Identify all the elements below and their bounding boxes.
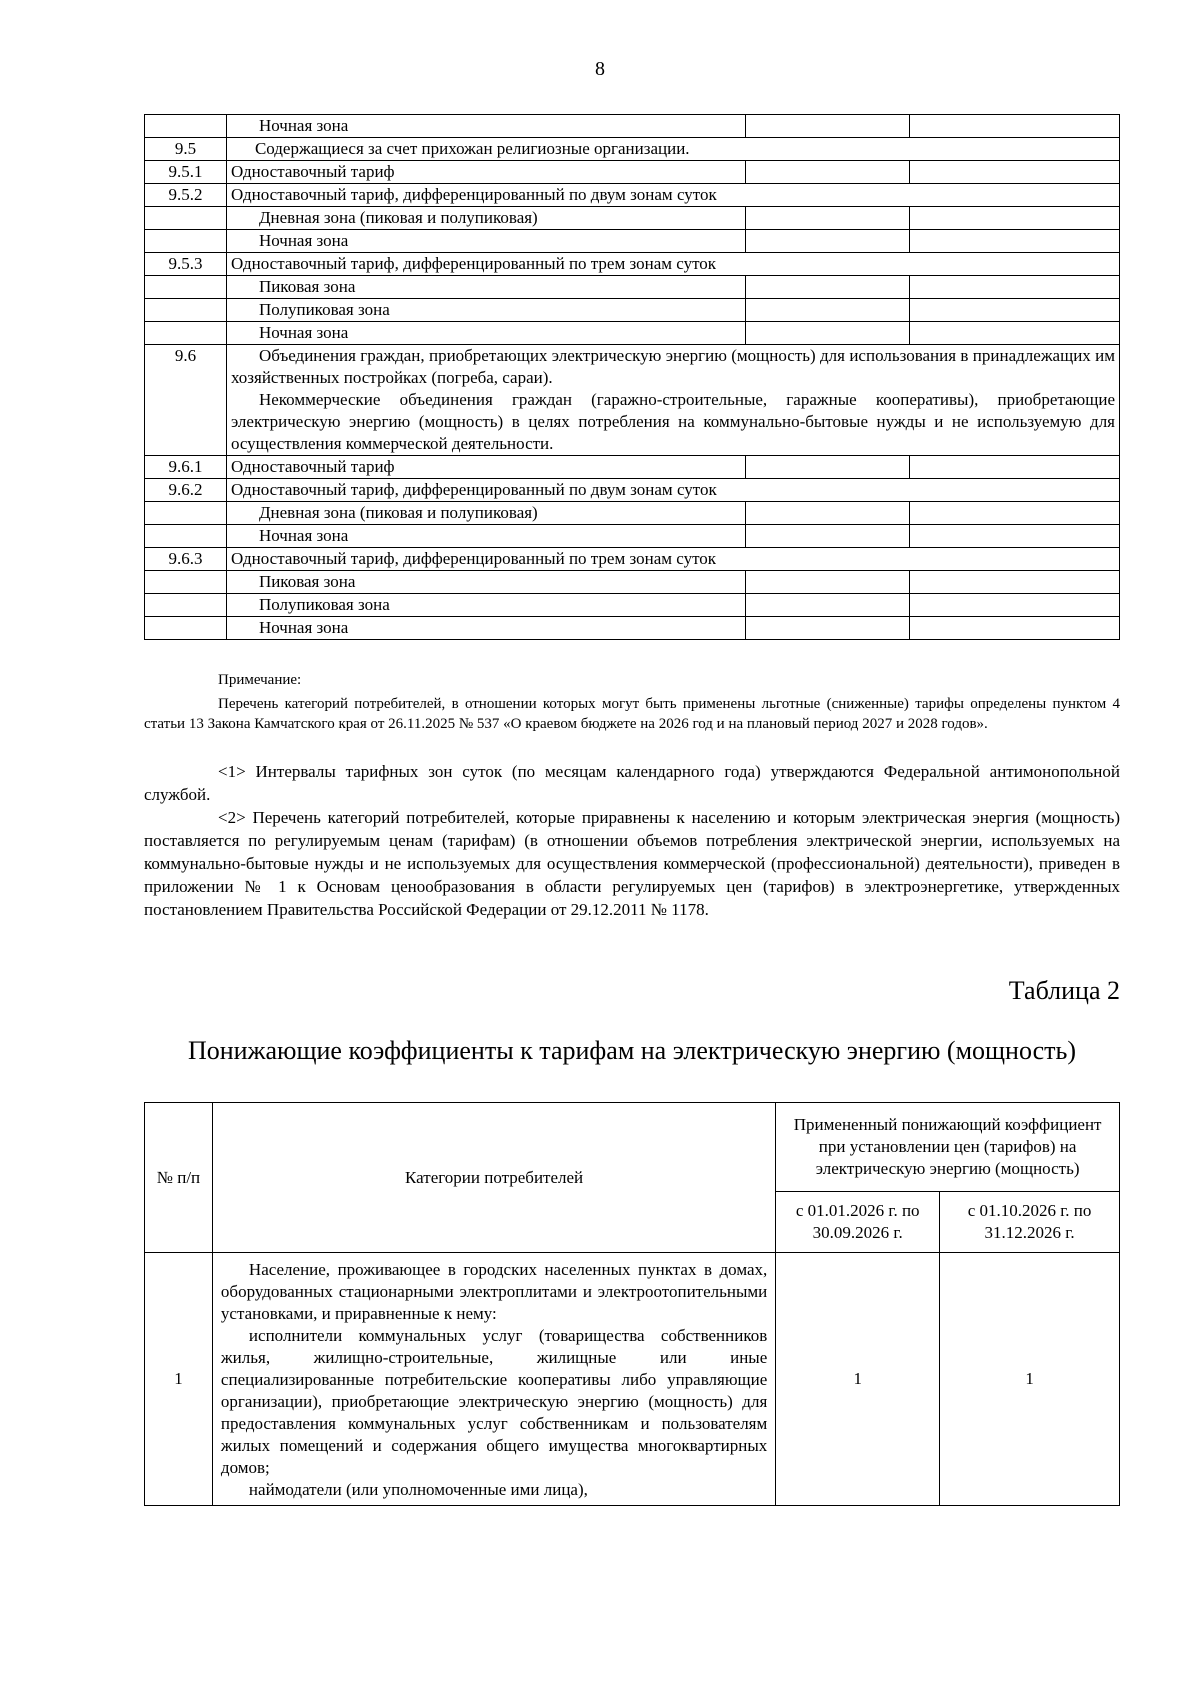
value-cell-1 bbox=[746, 456, 910, 479]
paragraph: Объединения граждан, приобретающих электрическую энергию (мощность) для использования в принадлежащих им хозяйственных постройках (погреба, сараи). bbox=[230, 346, 1115, 387]
paragraph: Население, проживающее в городских населенных пунктах в домах, оборудованных стационарными электроплитами и электроотопительными установками, и приравненные к нему: bbox=[220, 1260, 768, 1323]
tariff-table-continued bbox=[144, 114, 1120, 640]
row-number: 9.6 bbox=[145, 345, 227, 456]
table-row bbox=[145, 207, 1120, 230]
row-label: Полупиковая зона bbox=[226, 299, 746, 322]
value-cell-2 bbox=[910, 207, 1120, 230]
table-row bbox=[145, 594, 1120, 617]
row-label: Полупиковая зона bbox=[226, 594, 746, 617]
value-cell-1 bbox=[746, 207, 910, 230]
value-cell-2 bbox=[910, 525, 1120, 548]
row-label: Одноставочный тариф, дифференцированный по двум зонам суток bbox=[226, 184, 1119, 207]
value-cell-2 bbox=[910, 276, 1120, 299]
coefficient-table bbox=[144, 1102, 1120, 1506]
row-label: Пиковая зона bbox=[226, 571, 746, 594]
row-label: Дневная зона (пиковая и полупиковая) bbox=[226, 207, 746, 230]
row-label: Ночная зона bbox=[226, 230, 746, 253]
value-cell-2 bbox=[910, 230, 1120, 253]
table-header-row bbox=[145, 1103, 1120, 1192]
header-number: № п/п bbox=[145, 1103, 213, 1253]
row-number bbox=[145, 617, 227, 640]
value-cell-1 bbox=[746, 115, 910, 138]
table-row bbox=[145, 525, 1120, 548]
row-number bbox=[145, 571, 227, 594]
header-period-1: с 01.01.2026 г. по 30.09.2026 г. bbox=[776, 1192, 940, 1253]
row-description bbox=[226, 345, 1119, 456]
value-cell-1 bbox=[746, 230, 910, 253]
table-row bbox=[145, 456, 1120, 479]
table-row bbox=[145, 184, 1120, 207]
note-heading: Примечание: bbox=[218, 672, 302, 688]
table-row bbox=[145, 1253, 1120, 1506]
table-title: Понижающие коэффициенты к тарифам на электрическую энергию (мощность) bbox=[187, 1036, 1077, 1065]
table-row bbox=[145, 253, 1120, 276]
row-number bbox=[145, 299, 227, 322]
header-coefficient: Примененный понижающий коэффициент при установлении цен (тарифов) на электрическую энергию (мощность) bbox=[776, 1103, 1120, 1192]
row-number bbox=[145, 230, 227, 253]
value-cell-2 bbox=[910, 456, 1120, 479]
paragraph: Некоммерческие объединения граждан (гаражно-строительные, гаражные кооперативы), приобретающие электрическую энергию (мощность) в целях потребления на коммунально-бытовые нужды и не используемую для осуществления коммерческой деятельности. bbox=[230, 390, 1115, 453]
note-small bbox=[144, 694, 1120, 734]
table-row bbox=[145, 322, 1120, 345]
header-period-2: с 01.10.2026 г. по 31.12.2026 г. bbox=[940, 1192, 1120, 1253]
row-number: 9.6.1 bbox=[145, 456, 227, 479]
note-text: Перечень категорий потребителей, в отношении которых могут быть применены льготные (сниженные) тарифы определены пунктом 4 статьи 13 Закона Камчатского края от 26.11.2025 № 537 «О краевом бюджете на 2026 год и на плановый период 2027 и 2028 годов». bbox=[144, 696, 1120, 732]
table-row bbox=[145, 299, 1120, 322]
row-label: Дневная зона (пиковая и полупиковая) bbox=[226, 502, 746, 525]
row-label: Одноставочный тариф, дифференцированный по двум зонам суток bbox=[226, 479, 1119, 502]
value-cell-1 bbox=[746, 525, 910, 548]
table-row bbox=[145, 479, 1120, 502]
table-row bbox=[145, 617, 1120, 640]
row-description bbox=[212, 1253, 775, 1506]
value-cell-1 bbox=[746, 594, 910, 617]
row-number bbox=[145, 525, 227, 548]
row-label: Ночная зона bbox=[226, 617, 746, 640]
footnote-1: <1> Интервалы тарифных зон суток (по месяцам календарного года) утверждаются Федеральной антимонопольной службой. bbox=[144, 762, 1120, 804]
table-row bbox=[145, 161, 1120, 184]
value-cell-1 bbox=[746, 276, 910, 299]
value-cell-2 bbox=[910, 594, 1120, 617]
row-number: 9.5.1 bbox=[145, 161, 227, 184]
value-cell-2 bbox=[910, 571, 1120, 594]
value-cell-1 bbox=[746, 571, 910, 594]
row-number bbox=[145, 594, 227, 617]
row-number bbox=[145, 502, 227, 525]
row-number: 9.6.3 bbox=[145, 548, 227, 571]
table-row bbox=[145, 571, 1120, 594]
row-label: Одноставочный тариф bbox=[226, 161, 746, 184]
row-label: Одноставочный тариф bbox=[226, 456, 746, 479]
row-number: 9.5 bbox=[145, 138, 227, 161]
row-number bbox=[145, 276, 227, 299]
coefficient-value-2: 1 bbox=[940, 1253, 1120, 1506]
table-row-9-6 bbox=[145, 345, 1120, 456]
table-row bbox=[145, 548, 1120, 571]
row-number bbox=[145, 207, 227, 230]
header-category: Категории потребителей bbox=[212, 1103, 775, 1253]
row-label: Ночная зона bbox=[226, 322, 746, 345]
value-cell-1 bbox=[746, 161, 910, 184]
row-number bbox=[145, 322, 227, 345]
value-cell-2 bbox=[910, 322, 1120, 345]
table-row bbox=[145, 115, 1120, 138]
row-label: Одноставочный тариф, дифференцированный по трем зонам суток bbox=[226, 548, 1119, 571]
value-cell-1 bbox=[746, 299, 910, 322]
row-label: Ночная зона bbox=[226, 525, 746, 548]
row-number: 9.5.3 bbox=[145, 253, 227, 276]
value-cell-1 bbox=[746, 617, 910, 640]
value-cell-2 bbox=[910, 299, 1120, 322]
table-row bbox=[145, 230, 1120, 253]
page-number: 8 bbox=[595, 58, 605, 80]
row-label: Одноставочный тариф, дифференцированный по трем зонам суток bbox=[226, 253, 1119, 276]
value-cell-1 bbox=[746, 502, 910, 525]
row-number: 1 bbox=[145, 1253, 213, 1506]
table-row bbox=[145, 276, 1120, 299]
coefficient-value-1: 1 bbox=[776, 1253, 940, 1506]
value-cell-2 bbox=[910, 161, 1120, 184]
footnotes bbox=[144, 760, 1120, 921]
table-row bbox=[145, 138, 1120, 161]
row-number bbox=[145, 115, 227, 138]
value-cell-1 bbox=[746, 322, 910, 345]
table-row bbox=[145, 502, 1120, 525]
row-label: Ночная зона bbox=[226, 115, 746, 138]
row-number: 9.5.2 bbox=[145, 184, 227, 207]
row-label: Пиковая зона bbox=[226, 276, 746, 299]
footnote-2: <2> Перечень категорий потребителей, которые приравнены к населению и которым электрическая энергия (мощность) поставляется по регулируемым ценам (тарифам) (в отношении объемов потребления электрической энергии, используемых на коммунально-бытовые нужды и не используемых для осуществления коммерческой (профессиональной) деятельности), приведен в приложении № 1 к Основам ценообразования в области регулируемых цен (тарифов) в электроэнергетике, утвержденных постановлением Правительства Российской Федерации от 29.12.2011 № 1178. bbox=[144, 808, 1120, 919]
row-number: 9.6.2 bbox=[145, 479, 227, 502]
paragraph: наймодатели (или уполномоченные ими лица), bbox=[248, 1480, 588, 1499]
table-label: Таблица 2 bbox=[1008, 976, 1120, 1005]
value-cell-2 bbox=[910, 115, 1120, 138]
value-cell-2 bbox=[910, 617, 1120, 640]
value-cell-2 bbox=[910, 502, 1120, 525]
row-label: Содержащиеся за счет прихожан религиозные организации. bbox=[226, 138, 1119, 161]
paragraph: исполнители коммунальных услуг (товарищества собственников жилья, жилищно-строительные, жилищные или иные специализированные потребительские кооперативы либо управляющие организации), приобретающие электрическую энергию (мощность) для предоставления коммунальных услуг собственникам и пользователям жилых помещений и содержания общего имущества многоквартирных домов; bbox=[220, 1326, 768, 1477]
